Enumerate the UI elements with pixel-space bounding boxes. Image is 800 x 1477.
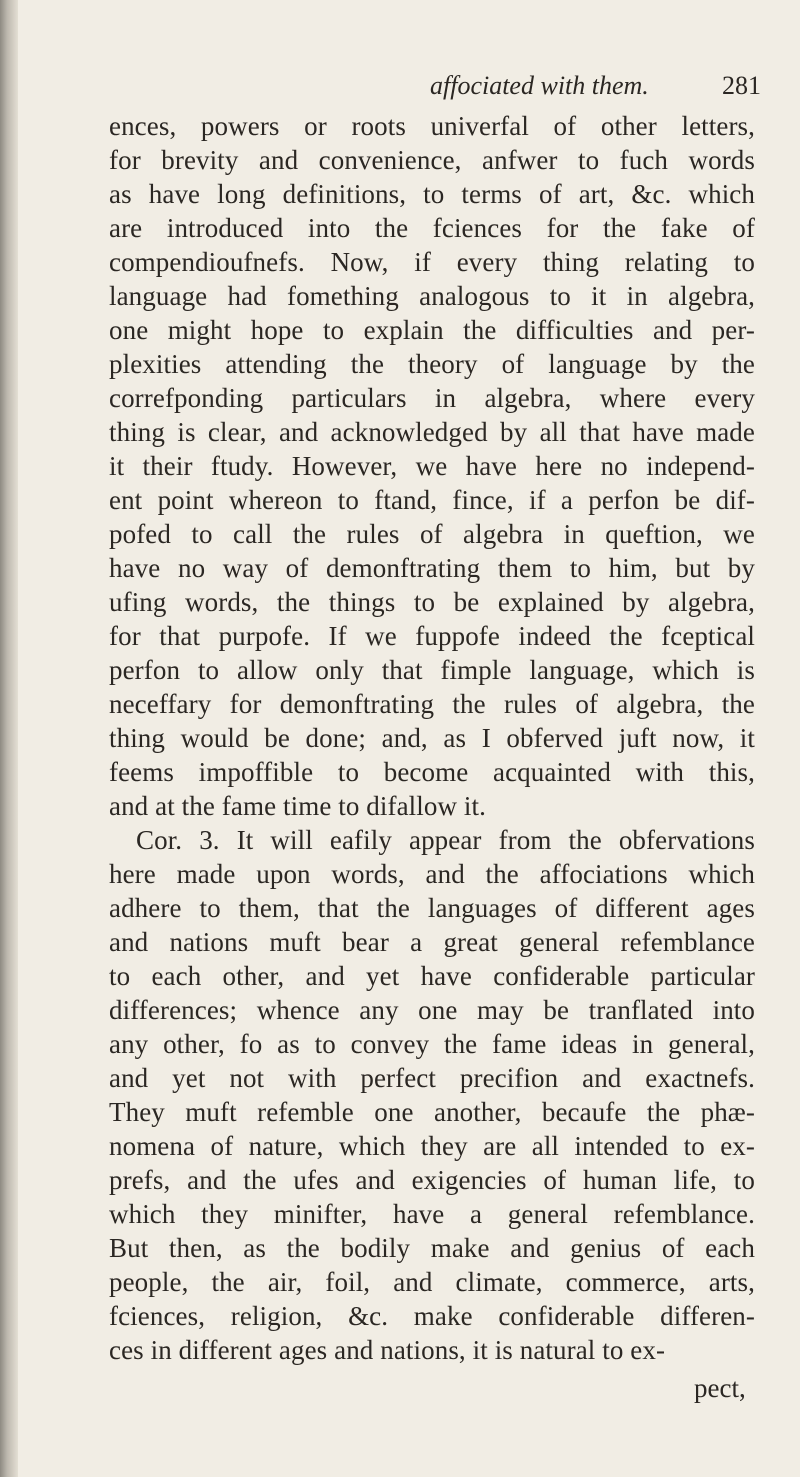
text-line: to each other, and yet have confiderable particular — [109, 961, 755, 991]
text-line: They muft refemble one another, becaufe the phæ- — [109, 1097, 755, 1127]
text-line: feems impoffible to become acquainted with this, — [109, 757, 755, 787]
text-line: and nations muft bear a great general refemblance — [109, 927, 755, 957]
text-line: thing would be done; and, as I obferved juft now, it — [109, 723, 755, 753]
text-line: ufing words, the things to be explained by algebra, — [109, 587, 755, 617]
catchword: pect, — [694, 1373, 746, 1403]
text-line: people, the air, foil, and climate, commerce, arts, — [109, 1267, 755, 1297]
text-line: for brevity and convenience, anfwer to fuch words — [109, 145, 755, 175]
text-line: it their ftudy. However, we have here no independ- — [109, 451, 755, 481]
text-line: adhere to them, that the languages of different ages — [109, 893, 755, 923]
text-line: perfon to allow only that fimple language, which is — [109, 655, 755, 685]
text-line: ces in different ages and nations, it is natural to ex- — [109, 1335, 666, 1365]
page-header — [0, 66, 800, 106]
text-line-paragraph-start: Cor. 3. It will eafily appear from the obfervations — [136, 825, 755, 855]
text-line: here made upon words, and the affociations which — [109, 859, 755, 889]
text-line: nomena of nature, which they are all intended to ex- — [109, 1131, 755, 1161]
text-line: prefs, and the ufes and exigencies of human life, to — [109, 1165, 755, 1195]
text-line: compendioufnefs. Now, if every thing relating to — [109, 247, 755, 277]
text-line: thing is clear, and acknowledged by all that have made — [109, 417, 755, 447]
text-line: are introduced into the fciences for the fake of — [109, 213, 755, 243]
text-line: which they minifter, have a general refemblance. — [109, 1199, 755, 1229]
page-number: 281 — [722, 71, 761, 100]
text-line: and at the fame time to difallow it. — [109, 791, 486, 821]
text-line: language had fomething analogous to it in algebra, — [109, 281, 755, 311]
text-line: and yet not with perfect precifion and exactnefs. — [109, 1063, 755, 1093]
text-line: differences; whence any one may be tranflated into — [109, 995, 755, 1025]
text-line: ences, powers or roots univerfal of other letters, — [109, 111, 755, 141]
text-line: have no way of demonftrating them to him, but by — [109, 553, 755, 583]
text-line: one might hope to explain the difficulties and per- — [109, 315, 755, 345]
text-line: for that purpofe. If we fuppofe indeed the fceptical — [109, 621, 755, 651]
running-head: affociated with them. — [430, 71, 649, 100]
text-line: any other, fo as to convey the fame ideas in general, — [109, 1029, 755, 1059]
text-line: fciences, religion, &c. make confiderable differen- — [109, 1301, 755, 1331]
text-line: as have long definitions, to terms of art, &c. which — [109, 179, 755, 209]
text-line: neceffary for demonftrating the rules of algebra, the — [109, 689, 755, 719]
text-line: plexities attending the theory of language by the — [109, 349, 755, 379]
text-line: But then, as the bodily make and genius of each — [109, 1233, 755, 1263]
text-line: correfponding particulars in algebra, where every — [109, 383, 755, 413]
text-line: ent point whereon to ftand, fince, if a perfon be dif- — [109, 485, 755, 515]
text-line: pofed to call the rules of algebra in queftion, we — [109, 519, 755, 549]
